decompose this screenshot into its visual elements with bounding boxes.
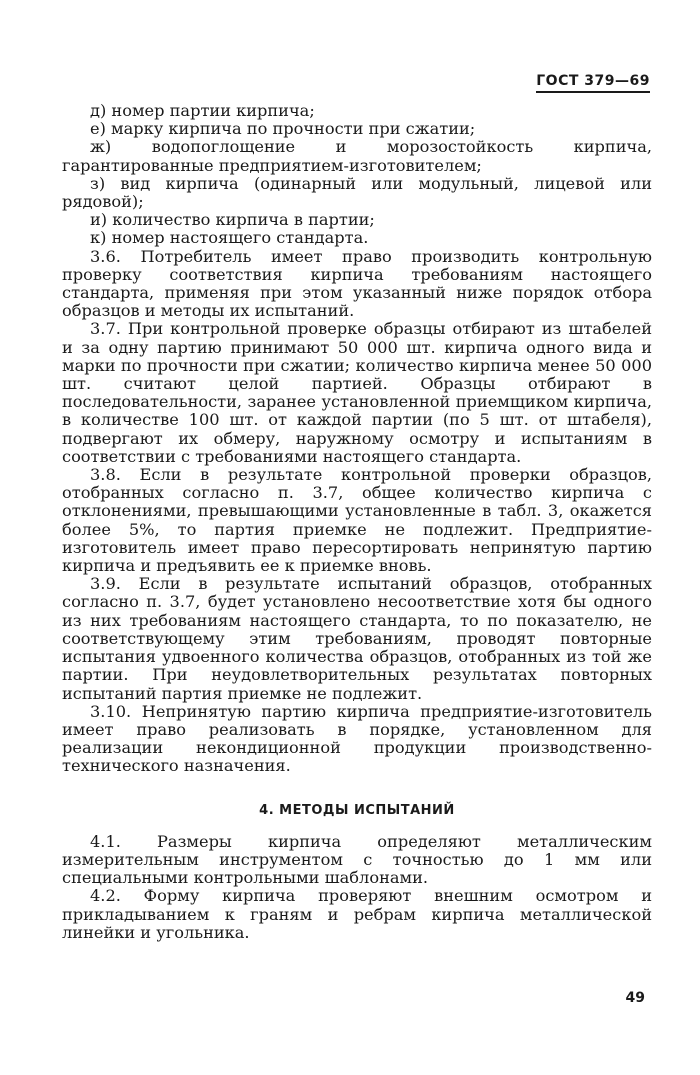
list-item-z: з) вид кирпича (одинарный или модульный, лицевой или рядовой); — [62, 173, 652, 212]
clause-3-10: 3.10. Непринятую партию кирпича предприятие-изготовитель имеет право реализовать в порядке, установленном для реализации некондиционной продукции производственно-технического назначения. — [62, 701, 652, 776]
page-header — [536, 70, 650, 93]
page-number: 49 — [625, 990, 645, 1006]
section-heading: 4. МЕТОДЫ ИСПЫТАНИЙ — [259, 802, 455, 818]
list-item-e: е) марку кирпича по прочности при сжатии; — [90, 119, 476, 139]
clause-3-6: 3.6. Потребитель имеет право производить контрольную проверку соответствия кирпича требованиям настоящего стандарта, применяя при этом указанный ниже порядок отбора образцов и методы их испытаний. — [62, 246, 652, 321]
list-item-k: к) номер настоящего стандарта. — [90, 228, 369, 248]
clause-3-7: 3.7. При контрольной проверке образцы отбирают из штабелей и за одну партию принимают 50 000 шт. кирпича одного вида и марки по прочности при сжатии; количество кирпича менее 50 000 шт. считают целой партией. Образцы отбирают в последовательности, заранее установленной приемщиком кирпича, в количестве 100 шт. от каждой партии (по 5 шт. от штабеля), подвергают их обмеру, наружному осмотру и испытаниям в соответствии с требованиями настоящего стандарта. — [62, 319, 652, 466]
clause-3-9: 3.9. Если в результате испытаний образцов, отобранных согласно п. 3.7, будет установлено несоответствие хотя бы одного из них требованиям настоящего стандарта, то по показателю, не соответствующему этим требованиям, проводят повторные испытания удвоенного количества образцов, отобранных из той же партии. При неудовлетворительных результатах повторных испытаний партия приемке не подлежит. — [62, 574, 652, 703]
clause-4-1: 4.1. Размеры кирпича определяют металлическим измерительным инструментом с точностью до 1 мм или специальными контрольными шаблонами. — [62, 831, 652, 888]
standard-code: ГОСТ 379—69 — [536, 73, 650, 93]
clause-3-8: 3.8. Если в результате контрольной проверки образцов, отобранных согласно п. 3.7, общее количество кирпича с отклонениями, превышающими установленные в табл. 3, окажется более 5%, то партия приемке не подлежит. Предприятие-изготовитель имеет право пересортировать непринятую партию кирпича и предъявить ее к приемке вновь. — [62, 465, 652, 576]
document-body — [62, 102, 652, 942]
list-item-d: д) номер партии кирпича; — [90, 101, 315, 120]
list-item-i: и) количество кирпича в партии; — [90, 210, 375, 230]
list-item-zh: ж) водопоглощение и морозостойкость кирпича, гарантированные предприятием-изготовителем; — [62, 137, 652, 175]
clause-4-2: 4.2. Форму кирпича проверяют внешним осмотром и прикладыванием к граням и ребрам кирпича металлической линейки и угольника. — [62, 886, 652, 942]
